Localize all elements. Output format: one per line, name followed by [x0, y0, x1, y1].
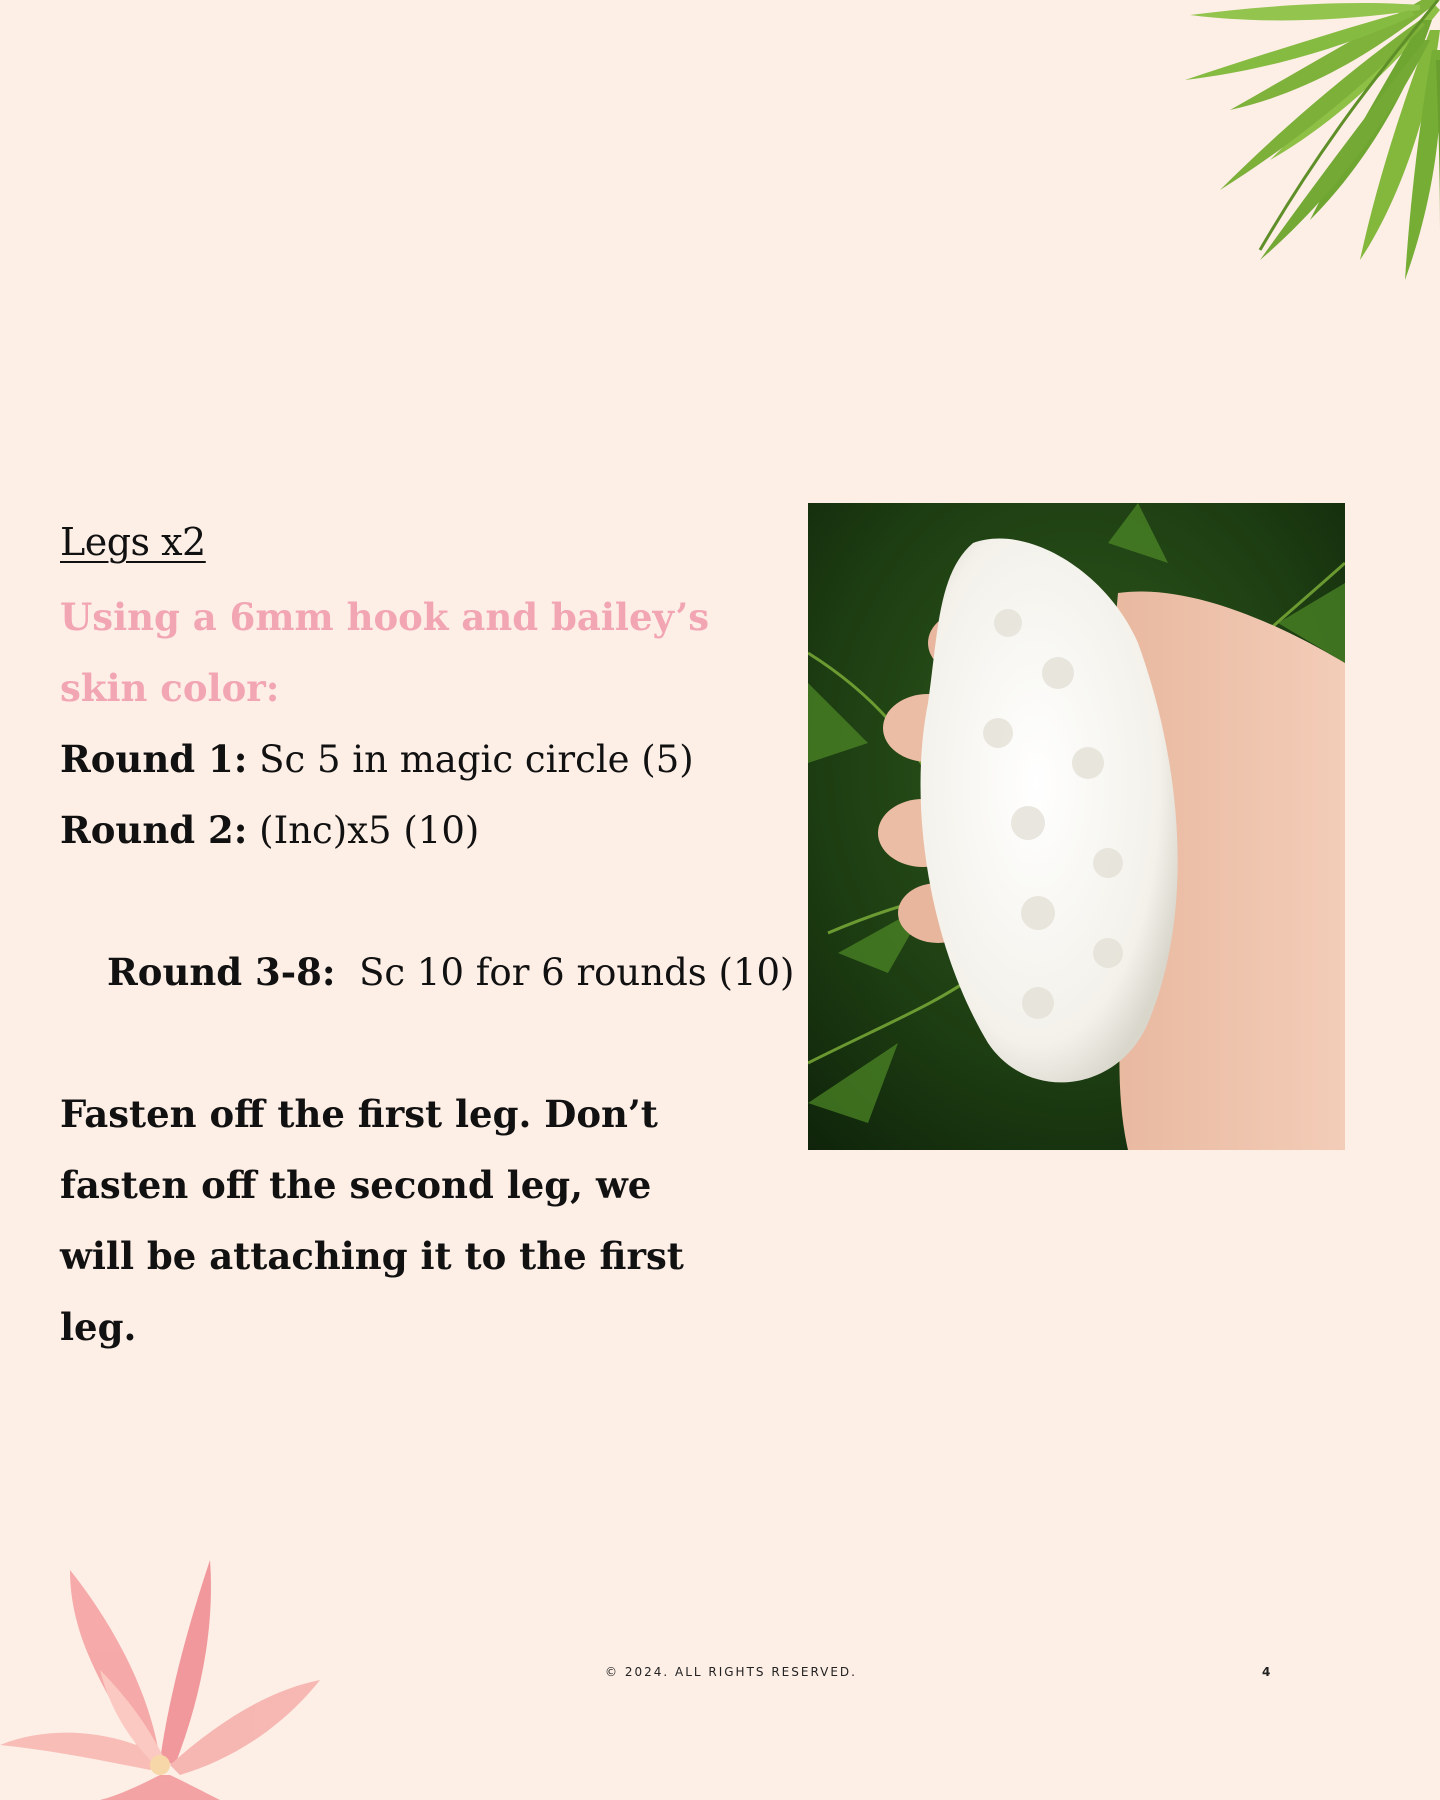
palm-leaf-icon: [1060, 0, 1440, 320]
materials-intro: Using a 6mm hook and bailey’s skin color:: [60, 595, 710, 710]
section-heading: Legs x2: [60, 520, 206, 564]
copyright-text: © 2024. ALL RIGHTS RESERVED.: [605, 1665, 857, 1679]
round-3-8: [60, 866, 795, 1079]
round-2: [60, 795, 760, 866]
pattern-section: [60, 510, 795, 1363]
round-3-8-text: Sc 10 for 6 rounds (10): [335, 951, 795, 994]
round-3-8-label: Round 3-8:: [107, 950, 336, 994]
closing-instructions: Fasten off the first leg. Don’t fasten off the second leg, we will be attaching it to the first leg.: [60, 1092, 684, 1349]
round-1-label: Round 1:: [60, 737, 248, 781]
round-2-label: Round 2:: [60, 808, 248, 852]
page-number: 4: [1262, 1665, 1271, 1679]
round-1: [60, 724, 760, 795]
leg-photo: [808, 503, 1345, 1150]
round-2-text: (Inc)x5 (10): [247, 809, 480, 852]
round-1-text: Sc 5 in magic circle (5): [247, 738, 694, 781]
lily-flower-icon: [0, 1550, 330, 1800]
